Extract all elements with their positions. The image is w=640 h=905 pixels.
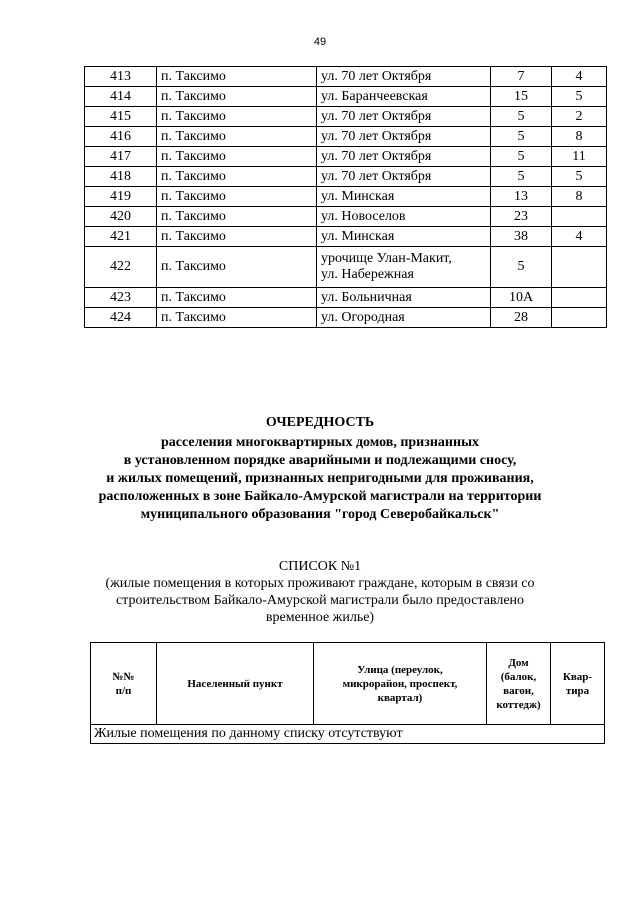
apartment-cell: 8	[552, 127, 607, 147]
row-number-cell: 421	[85, 227, 157, 247]
street-cell: ул. Минская	[317, 227, 491, 247]
town-cell: п. Таксимо	[157, 247, 317, 288]
header-street: Улица (переулок, микрорайон, проспект, квартал)	[314, 643, 487, 725]
table-row	[85, 247, 607, 288]
town-cell: п. Таксимо	[157, 227, 317, 247]
town-cell: п. Таксимо	[157, 288, 317, 308]
heading-line: и жилых помещений, признанных непригодными для проживания,	[106, 471, 534, 486]
apartment-cell: 2	[552, 107, 607, 127]
row-number-cell: 424	[85, 308, 157, 328]
row-number-cell: 423	[85, 288, 157, 308]
house-cell: 28	[491, 308, 552, 328]
street-cell: ул. 70 лет Октября	[317, 107, 491, 127]
town-cell: п. Таксимо	[157, 308, 317, 328]
street-cell: ул. 70 лет Октября	[317, 67, 491, 87]
house-cell: 5	[491, 127, 552, 147]
list-table	[90, 642, 605, 744]
street-cell: ул. Новоселов	[317, 207, 491, 227]
table-row	[85, 308, 607, 328]
town-cell: п. Таксимо	[157, 87, 317, 107]
apartment-cell: 8	[552, 187, 607, 207]
town-cell: п. Таксимо	[157, 67, 317, 87]
town-cell: п. Таксимо	[157, 167, 317, 187]
street-cell: ул. Больничная	[317, 288, 491, 308]
apartment-cell: 5	[552, 167, 607, 187]
town-cell: п. Таксимо	[157, 187, 317, 207]
house-cell: 7	[491, 67, 552, 87]
apartment-cell: 4	[552, 67, 607, 87]
table-row	[85, 207, 607, 227]
header-house: Дом (балок, вагон, коттедж)	[487, 643, 551, 725]
list-description-line: временное жилье)	[265, 610, 375, 625]
house-cell: 38	[491, 227, 552, 247]
table-row	[85, 147, 607, 167]
heading-line: расселения многоквартирных домов, признанных	[161, 435, 479, 450]
house-cell: 10А	[491, 288, 552, 308]
apartment-cell	[552, 288, 607, 308]
list-table-header-row	[91, 643, 605, 725]
header-apartment: Квар- тира	[551, 643, 605, 725]
apartment-cell: 11	[552, 147, 607, 167]
page-number: 49	[313, 36, 327, 48]
apartment-cell: 4	[552, 227, 607, 247]
row-number-cell: 420	[85, 207, 157, 227]
list-title: СПИСОК №1	[278, 559, 362, 574]
town-cell: п. Таксимо	[157, 127, 317, 147]
list-table-empty-row	[91, 725, 605, 744]
street-cell: ул. 70 лет Октября	[317, 127, 491, 147]
apartment-cell	[552, 207, 607, 227]
heading-line: муниципального образования "город Северобайкальск"	[140, 507, 500, 522]
house-cell: 5	[491, 167, 552, 187]
row-number-cell: 422	[85, 247, 157, 288]
table-row	[85, 167, 607, 187]
street-cell: ул. 70 лет Октября	[317, 167, 491, 187]
heading-line: расположенных в зоне Байкало-Амурской магистрали на территории	[98, 489, 542, 504]
header-town: Населенный пункт	[157, 643, 314, 725]
house-cell: 23	[491, 207, 552, 227]
row-number-cell: 417	[85, 147, 157, 167]
list-description-line: (жилые помещения в которых проживают граждане, которым в связи со	[105, 576, 535, 591]
apartment-cell	[552, 308, 607, 328]
table-row	[85, 187, 607, 207]
street-cell: ул. Минская	[317, 187, 491, 207]
table-row	[85, 87, 607, 107]
apartment-cell	[552, 247, 607, 288]
table-row	[85, 127, 607, 147]
table-row	[85, 67, 607, 87]
house-cell: 13	[491, 187, 552, 207]
street-cell: урочище Улан-Макит, ул. Набережная	[317, 247, 491, 288]
list-description-line: строительством Байкало-Амурской магистрали было предоставлено	[115, 593, 525, 608]
town-cell: п. Таксимо	[157, 107, 317, 127]
row-number-cell: 415	[85, 107, 157, 127]
empty-list-note: Жилые помещения по данному списку отсутствуют	[91, 725, 605, 744]
house-cell: 15	[491, 87, 552, 107]
row-number-cell: 418	[85, 167, 157, 187]
street-cell: ул. 70 лет Октября	[317, 147, 491, 167]
housing-table-body	[85, 67, 607, 328]
row-number-cell: 416	[85, 127, 157, 147]
town-cell: п. Таксимо	[157, 207, 317, 227]
row-number-cell: 414	[85, 87, 157, 107]
house-cell: 5	[491, 247, 552, 288]
town-cell: п. Таксимо	[157, 147, 317, 167]
table-row	[85, 227, 607, 247]
street-cell: ул. Баранчеевская	[317, 87, 491, 107]
row-number-cell: 413	[85, 67, 157, 87]
list-block	[60, 558, 580, 626]
housing-table	[84, 66, 607, 328]
row-number-cell: 419	[85, 187, 157, 207]
street-cell: ул. Огородная	[317, 308, 491, 328]
heading-title: ОЧЕРЕДНОСТЬ	[265, 415, 375, 430]
header-number: №№ п/п	[91, 643, 157, 725]
house-cell: 5	[491, 147, 552, 167]
document-heading	[60, 414, 580, 524]
house-cell: 5	[491, 107, 552, 127]
heading-line: в установленном порядке аварийными и подлежащими сносу,	[123, 453, 517, 468]
apartment-cell: 5	[552, 87, 607, 107]
table-row	[85, 288, 607, 308]
table-row	[85, 107, 607, 127]
